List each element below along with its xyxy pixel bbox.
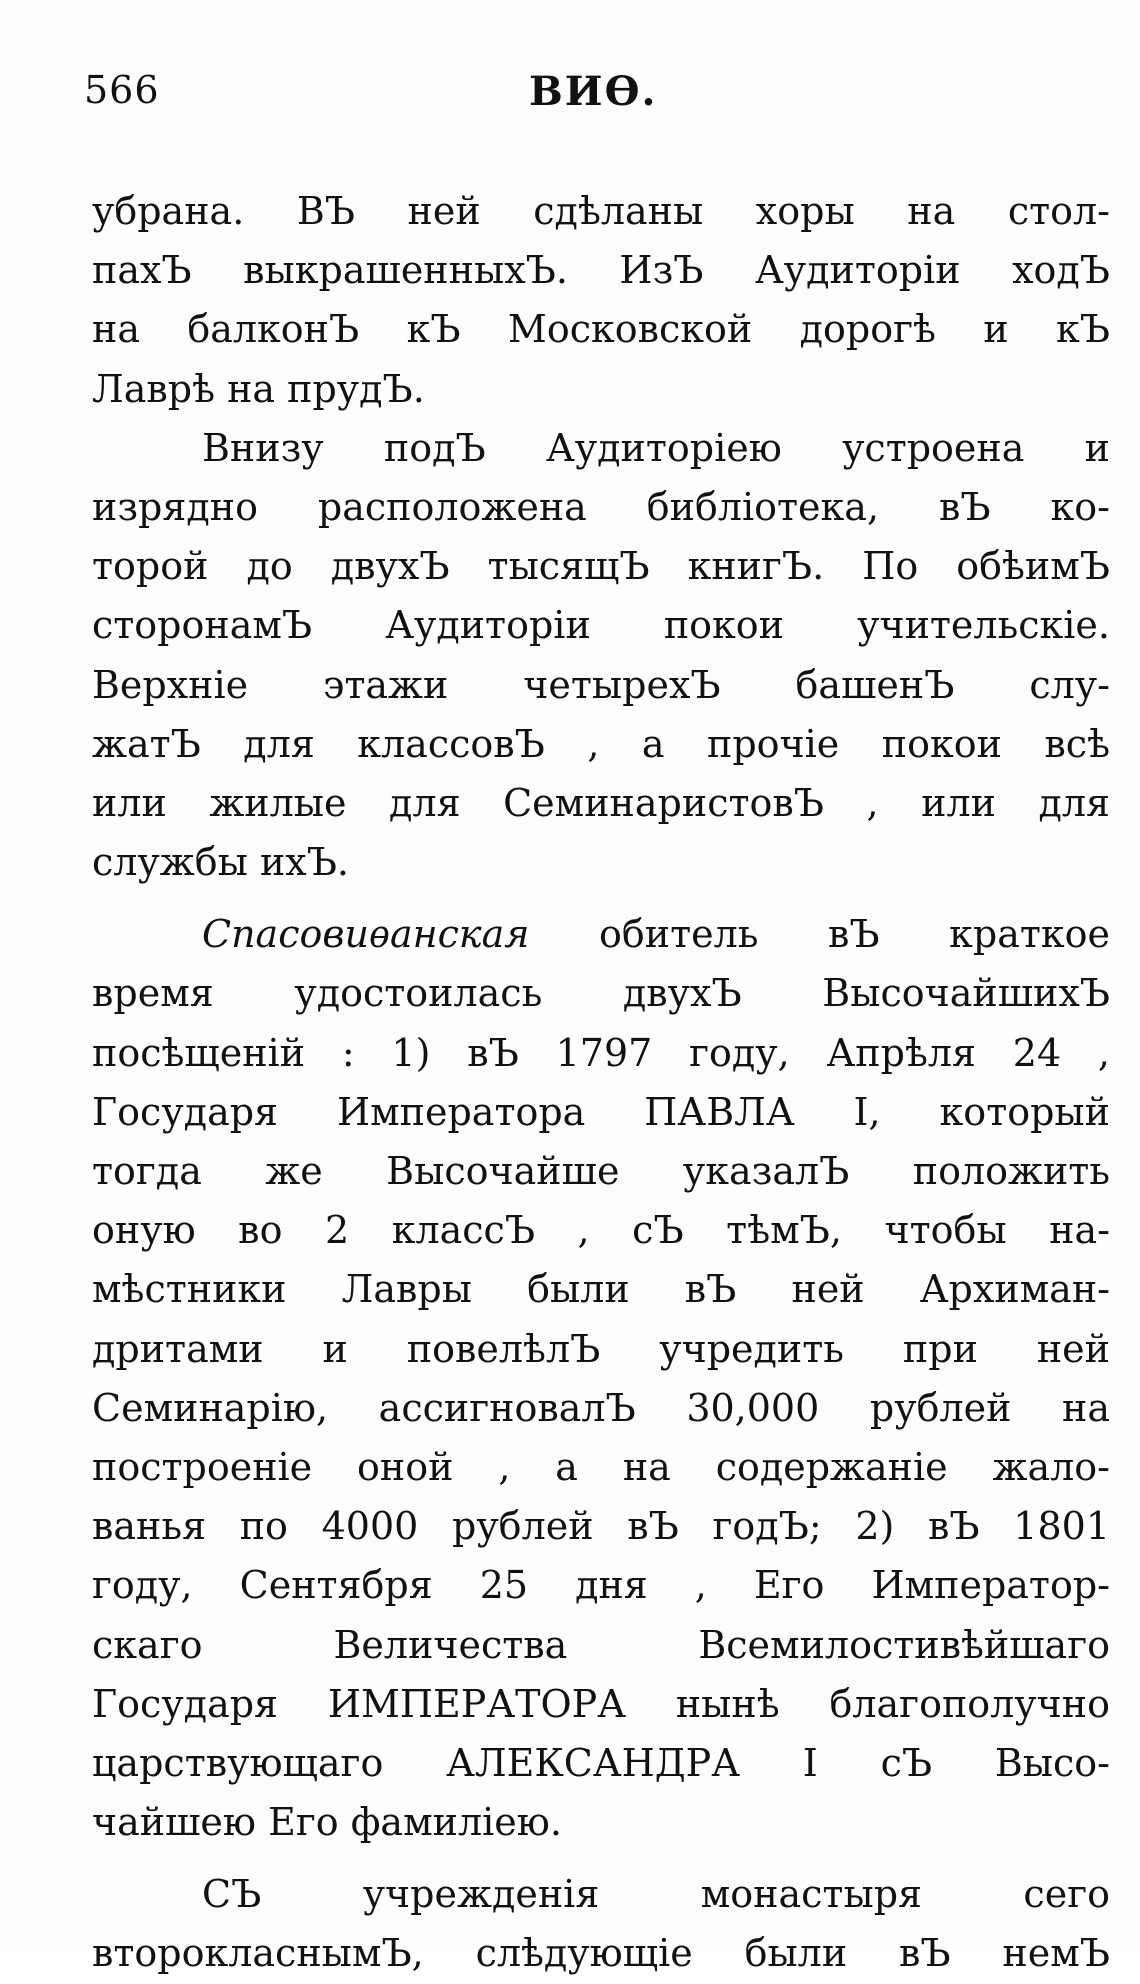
text-line: посѣщенiй : 1) вЪ 1797 году, Апрѣля 24 , (92, 1030, 1110, 1075)
paragraph-2 (92, 419, 1110, 893)
text-line: пахЪ выкрашенныхЪ. ИзЪ Аудиторiи ходЪ (92, 248, 1110, 293)
text-line: второкласнымЪ, слѣдующiе были вЪ немЪ (92, 1931, 1110, 1976)
text-line: году, Сентября 25 дня , Его Император- (92, 1563, 1110, 1608)
text-line: построенiе оной , а на содержанiе жало- (92, 1444, 1110, 1489)
text-line: Государя Императора ПАВЛА I, который (92, 1089, 1110, 1134)
body-text (92, 182, 1110, 1984)
text-line: царствующаго АЛЕКСАНДРА I сЪ Высо- (92, 1740, 1110, 1785)
paragraph-4 (92, 1865, 1110, 1983)
paragraph-3 (92, 905, 1110, 1852)
text-line: мѣстники Лавры были вЪ ней Архиман- (92, 1267, 1110, 1312)
text-line: дритами и повелѣлЪ учредить при ней (92, 1326, 1110, 1371)
paragraph-1 (92, 182, 1110, 419)
text-line: оную во 2 классЪ , сЪ тѣмЪ, чтобы на- (92, 1208, 1110, 1253)
text-line: изрядно расположена библiотека, вЪ ко- (92, 484, 1110, 529)
text-line: чайшею Его фамилiею. (92, 1800, 562, 1845)
page-header (84, 68, 1124, 138)
page-number: 566 (84, 68, 160, 112)
text-line: сторонамЪ Аудиторiи покои учительскiе. (92, 603, 1110, 648)
text-line: ванья по 4000 рублей вЪ годЪ; 2) вЪ 1801 (92, 1504, 1110, 1549)
text-line: Государя ИМПЕРАТОРА нынѣ благополучно (92, 1681, 1110, 1726)
text-line: торой до двухЪ тысящЪ книгЪ. По обѣимЪ (92, 544, 1110, 589)
text-line: Верхнiе этажи четырехЪ башенЪ слу- (92, 662, 1110, 707)
text-line: убрана. ВЪ ней сдѣланы хоры на стол- (92, 189, 1110, 233)
text-line: жатЪ для классовЪ , а прочiе покои всѣ (92, 721, 1110, 766)
text-line: на балконЪ кЪ Московской дорогѣ и кЪ (92, 307, 1110, 352)
text-line: Внизу подЪ Аудиторiею устроена и (202, 425, 1110, 470)
text-line: скаго Величества Всемилостивѣйшаго (92, 1622, 1110, 1667)
text-line-first (92, 905, 1110, 964)
text-line-rest: обитель вЪ краткое (529, 912, 1110, 957)
text-line: службы ихЪ. (92, 840, 349, 885)
running-head: ВИѲ. (529, 68, 658, 115)
italic-monastery-name: Спасовиѳанская (202, 912, 530, 957)
text-line: СЪ учрежденiя монастыря сего (202, 1872, 1110, 1917)
text-line: время удостоилась двухЪ ВысочайшихЪ (92, 971, 1110, 1016)
text-line: тогда же Высочайше указалЪ положить (92, 1149, 1110, 1193)
text-line: Лаврѣ на прудЪ. (92, 366, 425, 411)
text-line: Семинарiю, ассигновалЪ 30,000 рублей на (92, 1385, 1110, 1430)
text-line: или жилые для СеминаристовЪ , или для (92, 780, 1110, 825)
